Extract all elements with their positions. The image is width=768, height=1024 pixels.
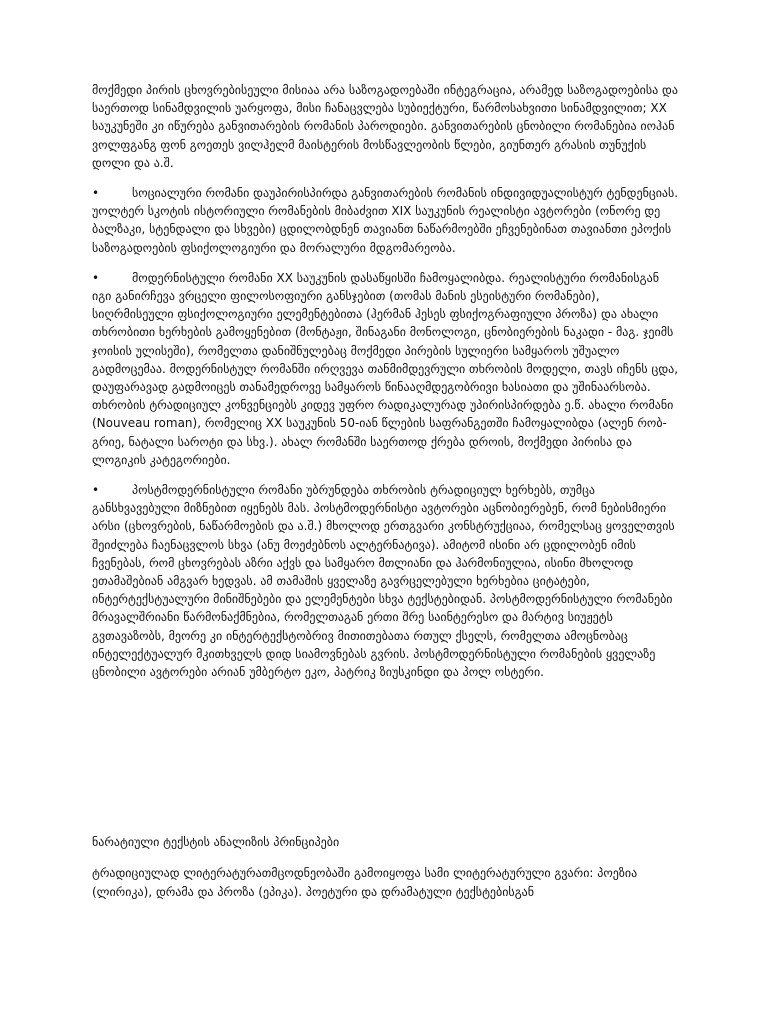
bullet-text: მოდერნისტული რომანი XX საუკუნის დასაწყისში ჩამოყალიბდა. რეალისტური რომანისგან იგი განირჩევა ვრცელი ფილოსოფიური განსჯებით (თომას მანის ესეისტური რომანები), სიღრმისეული ფსიქოლოგიური ელემენტებითა (ჰერმან ჰესეს ფსიქოგრაფიული პროზა) და ახალი თხრობითი ხერხების გამოყენებით (მონტაჟი, შინაგანი მონოლოგი, ცნობიერების ნაკადი - მაგ. ჯეიმს ჯოისის ულისეში), რომელთა დანიშნულებაც მოქმედი პირების სულიერი სამყაროს უშუალო გადმოცემაა. მოდერნისტულ რომანში ირღვევა თანმიმდევრული თხრობის მოდელი, თავს იჩენს ცდა, დაუფარავად გადმოიცეს თანამედროვე სამყაროს წინააღმდეგობრივი ხასიათი და უშინაარსობა. თხრობის ტრადიციულ კონვენციებს კიდევ უფრო რადიკალურად უპირისპირდება ე.წ. ახალი რომანი (Nouveau roman), რომელიც XX საუკუნის 50-იან წლების საფრანგეთში ჩამოყალიბდა (ალენ რობ-გრიე, ნატალი საროტი და სხვ.). ახალ რომანში საერთოდ ქრება დროის, მოქმედი პირისა და ლოგიკის კატეგორიები. <box>92 270 679 467</box>
page-spacing <box>92 693 682 833</box>
intro-paragraph: მოქმედი პირის ცხოვრებისეული მისიაა არა საზოგადოებაში ინტეგრაცია, არამედ საზოგადოებისა და საერთოდ სინამდვილის უარყოფა, მისი ჩანაცვლება სუბიექტური, წარმოსახვითი სინამდვილით; XX საუკუნეში კი იწურება განვითარების რომანის პაროდიები. განვითარების ცნობილი რომანებია იოჰან ვოლფგანგ ფონ გოეთეს ვილჰელმ მაისტერის მოსწავლეობის წლები, გიუნთერ გრასის თუნუქის დოლი და ა.შ. <box>92 83 678 170</box>
bullet-symbol: • <box>92 270 100 285</box>
bullet-text: პოსტმოდერნისტული რომანი უბრუნდება თხრობის ტრადიციულ ხერხებს, თუმცა განსხვავებული მიზნებით იყენებს მას. პოსტმოდერნისტი ავტორები აცნობიერებენ, რომ ნებისმიერი არსი (ცხოვრების, ნაწარმოების და ა.შ.) მხოლოდ ერთგვარი კონსტრუქციაა, რომელსაც ყოველთვის შეიძლება ჩაენაცვლოს სხვა (ანუ მოეძებნოს ალტერნატივა). ამიტომ ისინი არ ცდილობენ იმის ჩვენებას, რომ ცხოვრებას აზრი აქვს და სამყარო მთლიანი და ჰარმონიულია, ისინი მხოლოდ ეთამაშებიან ამგვარ ხედვას. ამ თამაშის ყველაზე გავრცელებული ხერხებია ციტატები, ინტერტექსტუალური მინიშნებები და ელემენტები სხვა ტექსტებიდან. პოსტმოდერნისტული რომანები მრავალშრიანი წარმონაქმნებია, რომელთაგან ერთი შრე საინტერესო და მარტივ სიუჟეტს გვთავაზობს, მეორე კი ინტერტექსტობრივ მითითებათა რთულ ქსელს, რომელთა ამოცნობაც ინტელექტუალურ მკითხველს დიდ სიამოვნებას გვრის. პოსტმოდერნისტული რომანების ყველაზე ცნობილი ავტორები არიან უმბერტო ეკო, პატრიკ ზიუსკინდი და პოლ ოსტერი. <box>92 483 675 680</box>
bullet-text: სოციალური რომანი დაუპირისპირდა განვითარების რომანის ინდივიდუალისტურ ტენდენციას. უოლტერ სკოტის ისტორიული რომანების მიბაძვით XIX საუკუნის რეალისტი ავტორები (ონორე დე ბალზაკი, სტენდალი და სხვები) ცდილობდნენ თავიანთ ნაწარმოებში ეჩვენებინათ თავიანთი ეპოქის საზოგადოების ფსიქოლოგიური და მორალური მდგომარეობა. <box>92 186 679 255</box>
bullet-item-postmodernist-novel <box>92 481 682 681</box>
bullet-symbol: • <box>92 186 100 201</box>
document-body <box>92 81 682 913</box>
bullet-item-social-novel <box>92 184 682 257</box>
section-paragraph: ტრადიციულად ლიტერატურათმცოდნეობაში გამოიყოფა სამი ლიტერატურული გვარი: პოეზია (ლირიკა), დრამა და პროზა (ეპიკა). პოეტური და დრამატული ტექსტებისგან <box>92 866 638 899</box>
bullet-symbol: • <box>92 483 100 498</box>
section-heading: ნარატიული ტექსტის ანალიზის პრინციპები <box>92 835 340 850</box>
bullet-item-modernist-novel <box>92 269 682 469</box>
